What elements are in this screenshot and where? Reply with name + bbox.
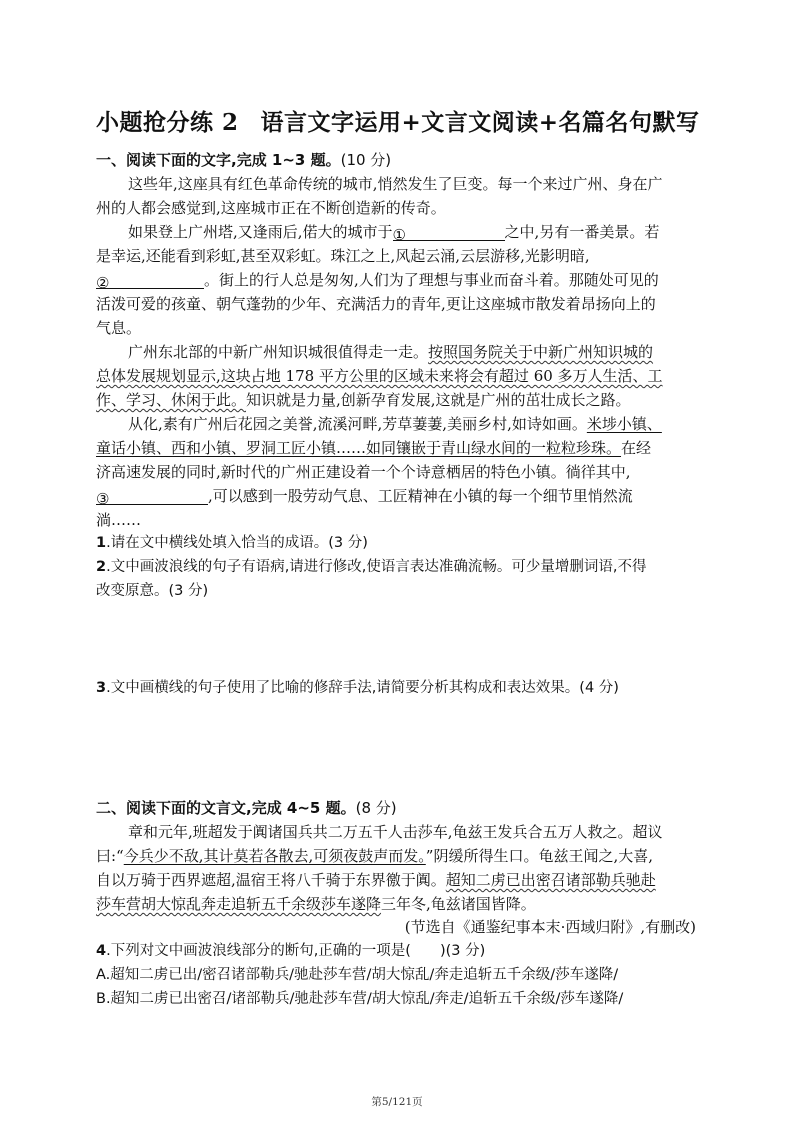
question-4: 4.下列对文中画波浪线部分的断句,正确的一项是( )(3 分) xyxy=(96,943,486,959)
s1-p2-line2: 是幸运,还能看到彩虹,甚至双彩虹。珠江之上,风起云涌,云层游移,光影明暗, xyxy=(96,247,590,265)
s1-p2-line4: 活泼可爱的孩童、朝气蓬勃的少年、充满活力的青年,更让这座城市散发着昂扬向上的 xyxy=(96,295,656,313)
s1-p4-line4: ③ ,可以感到一股劳动气息、工匠精神在小镇的每一个细节里悄然流 xyxy=(96,487,633,508)
s1-p2-line5: 气息。 xyxy=(96,319,142,337)
s1-p3-line1: 广州东北部的中新广州知识城很值得走一走。按照国务院关于中新广州知识城的 xyxy=(128,343,654,361)
s1-p3-line3: 作、学习、休闲于此。知识就是力量,创新孕育发展,这就是广州的茁壮成长之路。 xyxy=(96,391,631,409)
page-title xyxy=(96,104,736,137)
s1-p3-line2: 总体发展规划显示,这块占地 178 平方公里的区域未来将会有超过 60 多万人生活、工 xyxy=(96,367,663,385)
s1-p2-line1: 如果登上广州塔,又逢雨后,偌大的城市于① 之中,另有一番美景。若 xyxy=(128,223,660,244)
page-number: 第5/121页 xyxy=(371,1096,423,1108)
s1-p1-line1: 这些年,这座具有红色革命传统的城市,悄然发生了巨变。每一个来过广州、身在广 xyxy=(128,175,663,193)
s2-p1-line2: 曰:“今兵少不敌,其计莫若各散去,可须夜鼓声而发。”阴缓所得生口。龟兹王闻之,大喜, xyxy=(96,847,653,865)
s2-p1-line1: 章和元年,班超发于阗诸国兵共二万五千人击莎车,龟兹王发兵合五万人救之。超议 xyxy=(128,823,663,841)
s1-p1-line2: 州的人都会感觉到,这座城市正在不断创造新的传奇。 xyxy=(96,199,446,217)
s1-p4-line2: 童话小镇、西和小镇、罗洞工匠小镇……如同镶嵌于青山绿水间的一粒粒珍珠。在经 xyxy=(96,439,652,457)
question-1: 1.请在文中横线处填入恰当的成语。(3 分) xyxy=(96,535,368,551)
s1-p4-line5: 淌…… xyxy=(96,511,142,529)
s1-p2-line3: ② 。街上的行人总是匆匆,人们为了理想与事业而奋斗着。那随处可见的 xyxy=(96,271,659,292)
s2-p1-line3: 自以万骑于西界遮超,温宿王将八千骑于东界徼于阗。超知二虏已出密召诸部勒兵驰赴 xyxy=(96,871,656,889)
section2-heading: 二、阅读下面的文言文,完成 4~5 题。(8 分) xyxy=(96,799,397,817)
underlined-quote: 今兵少不敌,其计莫若各散去,可须夜鼓声而发。 xyxy=(123,847,426,865)
underlined-sentence: 米埗小镇、 xyxy=(586,415,662,433)
wavy-sentence: 按照国务院关于中新广州知识城的 xyxy=(428,343,654,361)
section1-heading: 一、阅读下面的文字,完成 1~3 题。(10 分) xyxy=(96,151,392,169)
s1-p4-line1: 从化,素有广州后花园之美誉,流溪河畔,芳草萋萋,美丽乡村,如诗如画。米埗小镇、 xyxy=(128,415,662,433)
s1-p4-line3: 济高速发展的同时,新时代的广州正建设着一个个诗意栖居的特色小镇。徜徉其中, xyxy=(96,463,631,481)
title-part2: 语言文字运用+文言文阅读+名篇名句默写 xyxy=(260,109,700,136)
question-2: 2.文中画波浪线的句子有语病,请进行修改,使语言表达准确流畅。可少量增删词语,不得 xyxy=(96,559,647,575)
question-3: 3.文中画横线的句子使用了比喻的修辞手法,请简要分析其构成和表达效果。(4 分) xyxy=(96,680,619,696)
title-part1: 小题抢分练 2 xyxy=(96,109,239,136)
s2-p1-line4: 莎车营胡大惊乱奔走追斩五千余级莎车遂降三年冬,龟兹诸国皆降。 xyxy=(96,895,536,913)
question-2-cont: 改变原意。(3 分) xyxy=(96,583,209,599)
option-b[interactable]: B.超知二虏已出密召/诸部勒兵/驰赴莎车营/胡大惊乱/奔走/追斩五千余级/莎车遂降/ xyxy=(96,991,624,1007)
blank-1[interactable]: ① xyxy=(393,223,505,241)
option-a[interactable]: A.超知二虏已出/密召诸部勒兵/驰赴莎车营/胡大惊乱/奔走追斩五千余级/莎车遂降/ xyxy=(96,967,619,983)
blank-3[interactable]: ③ xyxy=(96,487,208,505)
blank-2[interactable]: ② xyxy=(96,271,204,289)
source-citation: (节选自《通鉴纪事本末·西域归附》,有删改) xyxy=(404,918,696,936)
wavy-classical: 超知二虏已出密召诸部勒兵驰赴 xyxy=(445,871,656,889)
